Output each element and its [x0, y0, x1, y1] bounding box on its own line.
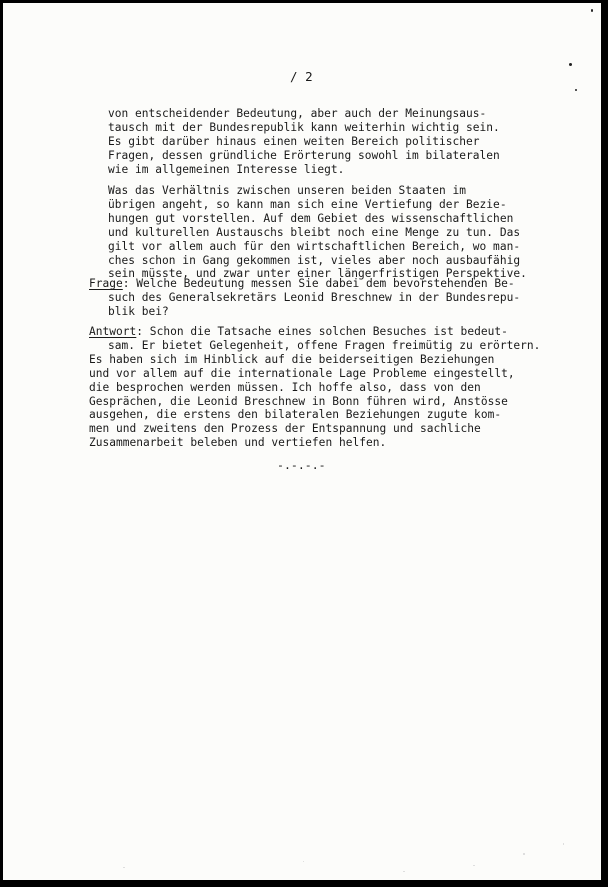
answer-first-line — [89, 325, 540, 339]
text-line: tausch mit der Bundesrepublik kann weiterhin wichtig sein. — [108, 120, 500, 134]
text-line: Es gibt darüber hinaus einen weiten Bereich politischer — [108, 134, 480, 148]
text-line: Was das Verhältnis zwischen unseren beiden Staaten im — [108, 184, 467, 197]
document-page — [3, 3, 601, 880]
text-line: gilt vor allem auch für den wirtschaftlichen Bereich, wo man- — [108, 239, 521, 253]
text-line: Gesprächen, die Leonid Breschnew in Bonn führen wird, Anstösse — [89, 394, 508, 408]
question-first-line — [89, 277, 520, 291]
text-line: such des Generalsekretärs Leonid Breschnew in der Bundesrepu- — [108, 290, 521, 304]
text-line: sein müsste, und zwar unter einer längerfristigen Perspektive. — [108, 267, 527, 281]
answer-label: Antwort — [89, 325, 137, 338]
question-block — [89, 277, 520, 319]
page-number: / 2 — [290, 69, 313, 84]
text-line: men und zweitens den Prozess der Entspannung und sachliche — [89, 422, 481, 436]
text-line: Zusammenarbeit beleben und vertiefen helfen. — [89, 436, 387, 450]
text-line: übrigen angeht, so kann man sich eine Vertiefung der Bezie- — [108, 197, 507, 211]
text-line: hungen gut vorstellen. Auf dem Gebiet des wissenschaftlichen — [108, 211, 514, 225]
text-line: ausgehen, die erstens den bilateralen Beziehungen zugute kom- — [89, 408, 502, 422]
text-line: sam. Er bietet Gelegenheit, offene Fragen freimütig zu erörtern. — [108, 338, 541, 352]
text-line: von entscheidender Bedeutung, aber auch der Meinungsaus- — [108, 107, 487, 120]
document-text — [3, 3, 601, 880]
paragraph-1 — [108, 107, 500, 177]
end-mark: -.-.-.- — [277, 458, 326, 472]
text-line: ches schon in Gang gekommen ist, vieles aber noch ausbaufähig — [108, 253, 521, 267]
text-line: Fragen, dessen gründliche Erörterung sowohl im bilateralen — [108, 148, 500, 162]
answer-block — [89, 325, 540, 450]
text-line: und kulturellen Austauschs bleibt noch eine Menge zu tun. Das — [108, 225, 521, 239]
text-line: die besprochen werden müssen. Ich hoffe also, dass von den — [89, 380, 481, 394]
answer-text: : Schon die Tatsache eines solchen Besuches ist bedeut- — [136, 325, 508, 338]
paragraph-2 — [108, 184, 527, 281]
text-line: wie im allgemeinen Interesse liegt. — [108, 162, 345, 176]
text-line: und vor allem auf die internationale Lage Probleme eingestellt, — [89, 366, 515, 380]
text-line: blik bei? — [108, 304, 169, 318]
question-label: Frage — [89, 277, 123, 290]
question-text: : Welche Bedeutung messen Sie dabei dem bevorstehenden Be- — [122, 277, 515, 290]
text-line: Es haben sich im Hinblick auf die beiderseitigen Beziehungen — [89, 352, 495, 366]
